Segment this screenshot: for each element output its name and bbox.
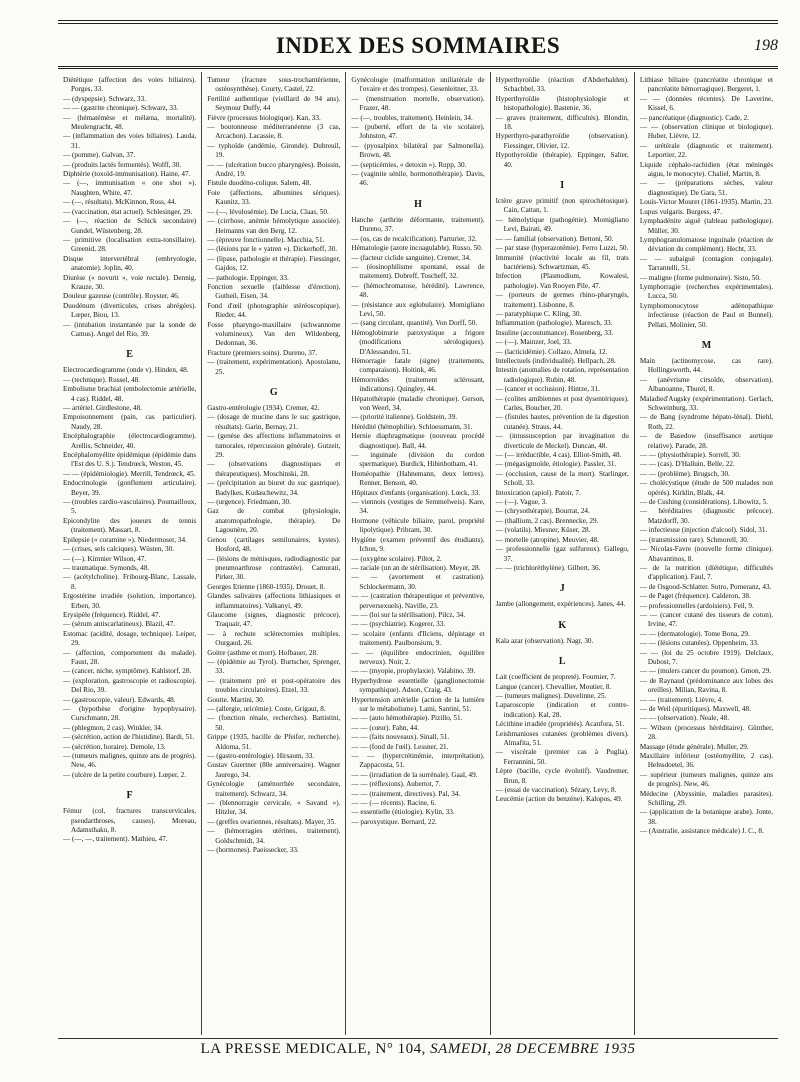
index-entry: — (phlegmon, 2 cas). Winkler, 34. bbox=[63, 723, 163, 732]
index-entry: — (épidémie au Tyrol). Burtscher, Sprenger, 33. bbox=[207, 657, 341, 676]
index-columns bbox=[58, 72, 778, 1035]
index-entry: — (puberté, effort de la vie scolaire). Johnston, 47. bbox=[351, 123, 485, 141]
index-entry: — de Cushing (considérations). Libowitz, 5. bbox=[639, 498, 768, 507]
index-entry: — — (traitement, directives). Pal, 34. bbox=[351, 789, 461, 798]
index-entry: — (produits lactés fermentés). Wolff, 30. bbox=[63, 160, 182, 169]
index-entry: Ictère grave primitif (non spirochétosique). Cain, Cattan, 1. bbox=[495, 197, 629, 215]
index-entry: — (application de la botanique arabe). Jonte, 38. bbox=[639, 808, 774, 826]
index-entry: Laparoscopie (indication et contre-indication). Kal, 28. bbox=[495, 701, 629, 719]
index-entry: — (priorité italienne). Goldstein, 39. bbox=[351, 413, 457, 422]
index-entry: Hémoglobinurie paroxystique a frigore (modifications sérologiques). D'Alessandro, 51. bbox=[351, 328, 485, 356]
index-entry: — (technique). Russel, 48. bbox=[63, 375, 141, 384]
index-entry: Infection (Plasmodium, Kowalesi, pathologie). Van Rooyen Pile, 47. bbox=[495, 272, 629, 290]
index-entry: Insuline (accoutumance). Rosenberg, 33. bbox=[495, 328, 614, 337]
index-entry: — — (équilibre endocrinien, équilibre nerveux). Noir, 2. bbox=[351, 648, 485, 666]
index-entry: — (hémochromatose, hérédité). Lawrence, 48. bbox=[351, 281, 485, 300]
index-entry: — (hémorragies utérines, traitement). Goldschmidt, 34. bbox=[207, 827, 341, 845]
index-entry: — (éosinophilisme spontané, essai de traitement). Dobreff, Toscheff, 32. bbox=[351, 262, 485, 281]
index-entry: — de Bang (syndrome hépato-lénal). Diehl, Roth, 22. bbox=[639, 413, 774, 431]
index-entry: — scolaire (enfants d'Ilciens, dépistage et traitement). Paulbonsium, 9. bbox=[351, 629, 485, 648]
index-entry: Estomac (acidité, dosage, technique). Leiper, 29. bbox=[63, 629, 197, 648]
index-entry: Epilepsie (« coramine »). Niedermoser, 34. bbox=[63, 535, 187, 544]
index-entry: — (précipitation au biuret du suc gastrique). Badylkes, Kudaschewitz, 34. bbox=[207, 479, 341, 497]
index-entry: — (—, immunisation « one shot »). Naughten, White, 47. bbox=[63, 179, 197, 197]
footer-journal: LA PRESSE MEDICALE, N° 104, bbox=[200, 1041, 426, 1057]
section-letter: L bbox=[558, 656, 566, 668]
section-letter: F bbox=[126, 790, 133, 802]
index-entry: Intestin (anomalies de rotation, représentation radiologique). Rubin, 48. bbox=[495, 366, 629, 384]
index-entry: — (sécrétion, action de l'histidine). Bardi, 51. bbox=[63, 733, 195, 742]
page-number: 198 bbox=[754, 37, 778, 54]
index-entry: Lymphomonocytose adénopathique infectieuse (réaction de Paul et Bunnel). Pellati, Molinier, 50. bbox=[639, 301, 774, 329]
index-entry: — héréditaires (diagnostic précoce). Matzdorff, 30. bbox=[639, 507, 774, 525]
index-entry: — (allergie, uricémie). Coste, Grigaut, 8. bbox=[207, 705, 326, 713]
index-entry: — — (fond de l'œil). Lessner, 21. bbox=[351, 742, 449, 751]
index-entry: — (traitement pré et post-opératoire des troubles circulatoires). Etzel, 33. bbox=[207, 676, 341, 695]
page-footer bbox=[58, 1041, 778, 1058]
index-entry: — (chrysothérapie). Bourrat, 24. bbox=[495, 507, 590, 516]
index-entry: — professionnelles (ardoisiers). Feil, 9. bbox=[639, 601, 754, 610]
index-entry: — (blennorragie cervicale, « Savand »). Hitzler, 34. bbox=[207, 799, 341, 817]
index-entry: Lait (coefficient de propreté). Fournier, 7. bbox=[495, 673, 616, 682]
index-entry: — (dosage de mucine dans le suc gastrique, résultats). Garin, Bernay, 21. bbox=[207, 413, 341, 431]
index-entry: — (épreuve fonctionnelle). Macchia, 51. bbox=[207, 235, 325, 244]
index-entry: — (gastro-entérologie). Hirsaum, 33. bbox=[207, 752, 315, 761]
index-entry: — (pomme). Galvan, 37. bbox=[63, 151, 136, 160]
index-entry: — (cancer et occlusion). Hintze, 31. bbox=[495, 385, 600, 394]
index-entry: Hérédité (hémophilie). Schloessmann, 31. bbox=[351, 422, 473, 431]
index-entry: — (septicémies, « detoxin »). Rupp, 30. bbox=[351, 160, 467, 169]
index-entry: Hygiène (examen préventif des étudiants). Ichon, 9. bbox=[351, 535, 485, 554]
index-entry: — de Osgood-Schlatter. Sutro, Pomeranz, 43. bbox=[639, 582, 772, 591]
index-entry: — (troubles cardio-vasculaires). Poumailloux, 5. bbox=[63, 498, 197, 516]
index-entry: — — (hypercrétinémie, interprétation). Zappacosta, 51. bbox=[351, 752, 485, 770]
index-entry: — — familial (observation). Bettoni, 50. bbox=[495, 234, 614, 243]
index-entry: — (sérum antiscarlatineux). Blazil, 47. bbox=[63, 620, 175, 629]
index-column bbox=[634, 72, 778, 1035]
index-entry: — viscérale (premier cas à Puglia). Ferrannini, 50. bbox=[495, 748, 629, 766]
index-entry: Hormone (véhicule biliaire, parol, propriété lipolytique). Pribram, 30. bbox=[351, 516, 485, 535]
index-entry: — hémolytique (pathogénie). Momigliano Levi, Bairati, 49. bbox=[495, 215, 629, 234]
index-entry: Ergostérine irradiée (solution, importance). Erben, 30. bbox=[63, 592, 197, 610]
index-entry: — paratyphique C. Kling, 30. bbox=[495, 309, 582, 318]
index-entry: Maxillaire inférieur (ostéomyélite, 2 cas). Helnsdoetel, 36. bbox=[639, 752, 774, 770]
index-entry: — (affection, comportement du malade). Faust, 28. bbox=[63, 648, 197, 666]
index-entry: — maligne (forme pulmonaire). Sisto, 50. bbox=[639, 273, 761, 282]
index-entry: Endocrinologie (gonflement articulaire). Beyer, 39. bbox=[63, 479, 197, 497]
index-entry: Louis-Victor Mouret (1861-1935). Martin, 23. bbox=[639, 198, 773, 207]
index-entry: Hôpitaux d'enfants (organisation). Lœck, 33. bbox=[351, 488, 481, 497]
index-entry: Fémur (col, fractures transcervicales, pseudarthroses, causes). Moreau, Adamsthaku, 8. bbox=[63, 807, 197, 835]
header-double-rule bbox=[58, 66, 778, 69]
index-entry: — — (psychiatrie). Kogerer, 33. bbox=[351, 620, 446, 629]
index-entry: Hématologie (azote incoagulable). Russo, 50. bbox=[351, 244, 483, 253]
index-entry: — — (traitement). Lièvre, 4. bbox=[639, 695, 724, 704]
section-letter: E bbox=[126, 349, 133, 361]
index-entry: — (cancer, niche, symptôme). Kahlstorf, 28. bbox=[63, 667, 192, 676]
index-entry: Fistule duodéno-colique. Salem, 48. bbox=[207, 179, 312, 188]
index-entry: Gynécologie (malformation uniliatérale de l'ovaire et des trompes). Gesenleitner, 33. bbox=[351, 76, 485, 94]
top-double-rule bbox=[58, 20, 778, 24]
index-entry: Encéphalomyélite épidémique (épidémie dans l'Est des U. S.). Tendrœck, Weston, 45. bbox=[63, 451, 197, 469]
index-entry: — par stase (hyperazotémie). Ferro Luzzi, 50. bbox=[495, 244, 629, 253]
index-entry: — professionnelle (gaz sulfureux). Gallego, 37. bbox=[495, 545, 629, 563]
index-entry: — — (données récentes). De Laverine, Kissel, 6. bbox=[639, 94, 774, 113]
section-letter: I bbox=[560, 180, 565, 192]
index-entry: — (tumeurs malignes). Duvelinne, 25. bbox=[495, 691, 607, 700]
index-entry: — — (loi sur la stérilisation). Pilcz, 34. bbox=[351, 610, 466, 619]
index-entry: — — (problème). Brugsch, 30. bbox=[639, 469, 730, 478]
index-entry: — de Paget (fréquence). Calderon, 38. bbox=[639, 592, 751, 601]
index-entry: — (—, troubles, traitement). Heinlein, 34. bbox=[351, 113, 473, 122]
index-entry: — essentielle (étiologie). Kylin, 33. bbox=[351, 808, 455, 817]
index-entry: — (inflammation des voies biliaires). Lauda, 31. bbox=[63, 132, 197, 150]
footer-date: SAMEDI, 28 DECEMBRE 1935 bbox=[430, 1041, 636, 1057]
index-entry: — (greffes ovariennes, résultats). Mayer, 35. bbox=[207, 817, 336, 826]
index-column bbox=[345, 72, 489, 1035]
index-entry: — (intubation instantanée par la sonde de Camus). Angel del Rio, 39. bbox=[63, 320, 197, 338]
index-entry: — (Australie, assistance médicale) J. C., 8. bbox=[639, 827, 764, 836]
index-entry: Glaucome (signes, diagnostic précoce). Traquair, 47. bbox=[207, 610, 341, 629]
index-entry: Hyperhydrose essentielle (ganglionectomie sympathique). Adson, Craig, 43. bbox=[351, 676, 485, 695]
index-entry: — — (cas). D'Halluin, Belle, 22. bbox=[639, 460, 735, 469]
index-column bbox=[58, 72, 201, 1035]
index-entry: — (os, cas de recalcification). Parturier, 32. bbox=[351, 234, 477, 243]
index-entry: Hémorragie fatale (signe) (traitements, comparaison). Hoitink, 46. bbox=[351, 356, 485, 375]
index-entry: Hépatothérapie (maladie chronique). Gerson, von Weerl, 34. bbox=[351, 394, 485, 412]
index-entry: — (oxygène scolaire). Piltot, 2. bbox=[351, 554, 442, 563]
index-entry: — (sécrétion, horaire). Demole, 13. bbox=[63, 742, 166, 751]
index-entry: — (exploration, gastroscopie et radioscopie). Del Rio, 39. bbox=[63, 676, 197, 695]
index-entry: Hernie diaphragmatique (nouveau procédé diagnostique). Ball, 44. bbox=[351, 432, 485, 450]
index-entry: — (—). Vague, 3. bbox=[495, 498, 547, 507]
index-entry: Encéphalographie (électrocardiogramme). Arellis, Schneider, 40. bbox=[63, 432, 197, 450]
index-entry: — — (— récents). Racine, 6. bbox=[351, 799, 437, 808]
index-entry: — — (cœur). Fahn, 44. bbox=[351, 723, 420, 732]
index-entry: — (fonction rénale, recherches). Battistini, 50. bbox=[207, 714, 341, 732]
index-entry: Hypothyroïdie (thérapie). Eppinger, Salter, 40. bbox=[495, 151, 629, 169]
index-entry: — (sang circulant, quantité). Von Dorff, 50. bbox=[351, 319, 478, 328]
index-entry: Hypertension artérielle (action de la lumière sur le métabolisme). Lami, Santini, 51. bbox=[351, 695, 485, 713]
index-entry: Jambe (allongement, expériences). Janes, 44. bbox=[495, 600, 626, 609]
page-header bbox=[58, 33, 778, 63]
index-entry: Lymphadénite aiguë (tableau pathologique). Müller, 30. bbox=[639, 217, 774, 235]
index-entry: Liquide céphalo-rachidien (état méningés aigus, le monocyte). Chaliel, Martin, 8. bbox=[639, 160, 774, 179]
index-entry: Grippe (1935, bacille de Pfeifer, recherche). Aldoma, 51. bbox=[207, 733, 341, 751]
index-entry: Erysipèle (fréquence). Riddel, 47. bbox=[63, 610, 161, 619]
index-entry: — (porteurs de germes rhino-pharyngés, traitement). Lisbonne, 8. bbox=[495, 291, 629, 309]
index-entry: — pathologie. Eppinger, 33. bbox=[207, 273, 289, 282]
index-entry: Genou (cartilages semilunaires, kystes). Hosford, 48. bbox=[207, 535, 341, 554]
index-entry: — — (gastrite chronique). Schwarz, 33. bbox=[63, 104, 179, 113]
index-entry: — supérieur (tumeurs malignes, quinze ans de progrès). New, 46. bbox=[639, 770, 774, 789]
index-entry: — typhoïde (andémie, Gironde). Dubreuil, 19. bbox=[207, 141, 341, 160]
index-entry: — de Weil (épuritiques). Maxwell, 48. bbox=[639, 705, 751, 713]
index-entry: — (lésions de ménisques, radiodiagnostic par pneumoarthrose contrastée). Camurati, Pirker, 30. bbox=[207, 554, 341, 582]
index-entry: — (acétylcholine). Fribourg-Blanc, Lassale, 8. bbox=[63, 573, 197, 591]
index-entry: — pancréatique (diagnostic). Cade, 2. bbox=[639, 113, 749, 122]
index-entry: Tumeur (fracture sous-trochantérienne, ostéosynthèse). Courty, Castel, 22. bbox=[207, 76, 341, 94]
index-entry: Gynécologie (aménorrhée secondaire, traitement). Schwarz, 34. bbox=[207, 780, 341, 798]
index-entry: — (crises, sels calciques). Wüsten, 30. bbox=[63, 545, 175, 554]
index-entry: Disque intervertébral (embryologie, anatomie). Joplin, 40. bbox=[63, 254, 197, 273]
index-entry: — — (réflexions). Aubertot, 7. bbox=[351, 780, 441, 789]
index-entry: — (genèse des affections inflammatoires et tumorales, répercussion générale). Gutzeit, 29. bbox=[207, 432, 341, 460]
index-entry: — (mégasigmoïde, étiologie). Passler, 31. bbox=[495, 460, 617, 469]
index-entry: Massage (étude générale). Muller, 29. bbox=[639, 742, 749, 751]
index-entry: — (— irréductible, 4 cas). Elliot-Smith, 48. bbox=[495, 451, 622, 460]
index-entry: — inguinale (division du cordon spermatique). Burdick, Hibinbotham, 41. bbox=[351, 451, 485, 469]
index-entry: Intoxication (apiol). Patoir, 7. bbox=[495, 488, 581, 497]
index-entry: Lymphogranulomatose inguinale (réaction de déviation du complément). Hecht, 33. bbox=[639, 235, 774, 254]
index-entry: Intellectuels (individualité). Hellpach, 28. bbox=[495, 356, 616, 365]
index-entry: Diurèse (« novurit », voie rectale). Dennig, Krauze, 30. bbox=[63, 273, 197, 291]
index-entry: Diphtérie (toxoïd-immunisation). Haine, 47. bbox=[63, 170, 191, 179]
section-letter: H bbox=[414, 198, 422, 210]
page-title: INDEX DES SOMMAIRES bbox=[275, 33, 561, 58]
index-entry: — (pyosalpinx bilatéral par Salmonella). Brown, 48. bbox=[351, 141, 485, 160]
index-entry: Homéopathie (Hahnemann, deux lettres). Renner, Benson, 40. bbox=[351, 469, 485, 488]
index-entry: — — (ulcération bucco pharyngées). Boissin, André, 19. bbox=[207, 160, 341, 179]
index-entry: Georges Etienne (1860-1935). Drouet, 8. bbox=[207, 582, 326, 591]
index-entry: — raciale (un an de stérilisation). Meyer, 28. bbox=[351, 563, 481, 572]
index-entry: — (facteur ciclide sanguine). Cremer, 34. bbox=[351, 253, 471, 262]
footer-rule bbox=[58, 1038, 778, 1039]
index-entry: Maladied'Augsky (expérimentation). Gerlach, Schweinburg, 33. bbox=[639, 394, 774, 412]
index-entry: — (intussusception par invagination du diverticule de Meckel). Duncan, 48. bbox=[495, 432, 629, 450]
index-entry: — (ulcère de la petite courbure). Lœper, 2. bbox=[63, 770, 187, 779]
index-entry: Embolisme brachial (embolectomie artérielle, 4 cas). Riddel, 48. bbox=[63, 385, 197, 403]
index-entry: Fosse pharyngo-maxillaire (schwannome volumineux). Van den Wildenberg, Dedonnan, 36. bbox=[207, 320, 341, 348]
index-entry: — (menstruation mortelle, observation). Frazer, 48. bbox=[351, 94, 485, 113]
index-entry: — — (loi du 25 octobre 1919). Delclaux, Dubost, 7. bbox=[639, 648, 774, 666]
index-entry: — (gastroscopie, valeur). Edwards, 48. bbox=[63, 695, 176, 704]
index-entry: Kala azar (observation). Nagr, 30. bbox=[495, 636, 594, 645]
index-entry: — (dyspepsie). Schwarz, 33. bbox=[63, 94, 147, 103]
index-entry: Hémorroïdes (traitement sclérosant, indications). Quingley, 44. bbox=[351, 375, 485, 394]
index-entry: — (lacticidémie). Collazo, Almela, 12. bbox=[495, 347, 608, 356]
index-entry: Médecine (Abyssinie, maladies parasites). Schilling, 29. bbox=[639, 789, 774, 808]
index-entry: — graves (traitement, difficultés). Blondin, 18. bbox=[495, 113, 629, 132]
index-entry: — traumatique. Symonds, 48. bbox=[63, 563, 150, 572]
index-entry: — — (épidémiologie). Merrill, Tendrœck, 45. bbox=[63, 469, 196, 478]
index-entry: — (lipase, pathologie et thérapie). Fiessinger, Gajdos, 12. bbox=[207, 254, 341, 273]
index-entry: — — (mulers cancer du poumon). Gmon, 29. bbox=[639, 667, 772, 676]
index-entry: Inflammation (pathologie). Maresch, 33. bbox=[495, 319, 613, 328]
index-entry: Diététique (affection des voies biliaires). Porges, 33. bbox=[63, 76, 197, 94]
index-entry: — primitive (localisation extra-tonsillaire). Greenid, 28. bbox=[63, 235, 197, 254]
index-entry: — Wilson (processus héréditaire). Günther, 28. bbox=[639, 723, 774, 742]
index-entry: Hyperthyroïdie (réaction d'Abderhalden). Schachbel, 33. bbox=[495, 76, 629, 94]
index-entry: — (observations diagnostiques et thérapeutiques). Moschinski, 28. bbox=[207, 460, 341, 478]
index-entry: — artériel. Girdlestone, 48. bbox=[63, 404, 143, 412]
index-entry: — (lésions par le « yatren »). Dickerhoff, 30. bbox=[207, 245, 338, 254]
index-entry: Hyperthyroïdie (histophysiologie et histopathologie). Bastenie, 36. bbox=[495, 94, 629, 113]
index-entry: — de la nutrition (diététique, difficultés d'application). Faul, 7. bbox=[639, 563, 774, 582]
index-entry: — (essai de vaccination). Sézary, Levy, 8. bbox=[495, 786, 617, 794]
index-entry: — — (physiothérapie). Sorrell, 30. bbox=[639, 451, 741, 460]
index-entry: — (—). Mainzer, Joel, 33. bbox=[495, 338, 572, 347]
index-entry: — — (irradiation de la surrénale). Gaal, 49. bbox=[351, 770, 478, 779]
section-letter: J bbox=[559, 583, 565, 595]
index-entry: — — (lésions cutanées). Oppenheim, 33. bbox=[639, 639, 759, 648]
index-entry: — — (avortement et castration). Schlockermann, 30. bbox=[351, 573, 485, 591]
index-entry: — (tumeurs malignes, quinze ans de progrès). New, 46. bbox=[63, 752, 197, 770]
section-letter: M bbox=[701, 339, 712, 351]
index-entry: — (résistance aux eglobulaire). Momigliano Levi, 50. bbox=[351, 300, 485, 318]
index-entry: — (—, résultats). McKinnon, Ross, 44. bbox=[63, 198, 177, 207]
index-entry: — (anévrisme cirsoïde, observation). Albanoanne, Thurel, 8. bbox=[639, 375, 774, 394]
section-letter: K bbox=[558, 619, 567, 631]
index-entry: Douleur gazeuse (contrôle). Royster, 46. bbox=[63, 292, 180, 301]
index-entry: Langue (cancer). Chevallier, Moutier, 8. bbox=[495, 682, 612, 691]
index-entry: — infectieuse (injection d'alcool). Sidol, 31. bbox=[639, 526, 768, 535]
index-entry: — (fistules hautes, prévention de la digestion cutanée). Straus, 44. bbox=[495, 413, 629, 431]
index-entry: Gustav Guertner (80e anniversaire). Wagner Jaurego, 34. bbox=[207, 761, 341, 779]
index-column bbox=[201, 72, 345, 1035]
index-entry: Lécithine irradiée (propriétés). Acanfora, 51. bbox=[495, 720, 625, 729]
index-entry: — (cirrhose, anémie hémolytique associée). Heimanns van den Berg, 12. bbox=[207, 217, 341, 235]
index-entry: Fertilité authentique (vieillard de 94 ans). Seymour Duffy, 44 bbox=[207, 94, 341, 113]
index-entry: — — (auto hémothérapie). Pizillo, 51. bbox=[351, 714, 463, 723]
index-entry: Main (actinomycose, cas rare). Hollingsworth, 44. bbox=[639, 356, 774, 375]
index-entry: — (colites amibiennes et post dysentériques). Carles, Boucher, 20. bbox=[495, 394, 629, 412]
index-entry: — (volatils). Miesner, Küser, 28. bbox=[495, 526, 591, 535]
index-entry: — — (dermatologie). Tome Bona, 29. bbox=[639, 629, 750, 638]
index-entry: — — (trichloréthylène). Gilbert, 36. bbox=[495, 563, 601, 572]
index-entry: Epicondylite des joueurs de tennis (traitement). Massart, 8. bbox=[63, 516, 197, 535]
index-entry: Glandes salivaires (affections lithiasiques et inflammatoires). Valkanyi, 49. bbox=[207, 592, 341, 610]
index-entry: — (occlusion, cause de la mort). Starlinger, Scholl, 33. bbox=[495, 469, 629, 488]
index-entry: — — (faits nouveaux). Sinall, 51. bbox=[351, 733, 450, 742]
index-entry: Lymphorragie (recherches expérimentales). Lucca, 50. bbox=[639, 282, 774, 301]
index-entry: — cholécystique (étude de 500 malades non opérés). Kirklin, Blalk, 44. bbox=[639, 479, 774, 497]
index-entry: — (urgence). Friedmann, 30. bbox=[207, 498, 291, 507]
index-entry: Lèpre (bacille, cycle évolutif). Vaudremer, Brun, 8. bbox=[495, 767, 629, 785]
index-entry: — de Raynaud (prédominance aux lobes des oreilles). Milian, Ravina, 8. bbox=[639, 676, 774, 695]
index-entry: Goitre (asthme et mort). Hofbauer, 28. bbox=[207, 648, 318, 657]
index-entry: Fond d'œil (photographie stéréoscopique). Rieder, 44. bbox=[207, 301, 341, 320]
index-entry: Fonction sexuelle (faiblesse d'érection). Gutheil, Eisen, 34. bbox=[207, 282, 341, 301]
index-entry: — (thallium, 2 cas). Brennecke, 29. bbox=[495, 516, 599, 525]
index-entry: Lupus vulgaris. Burgess, 47. bbox=[639, 207, 722, 216]
index-entry: Fracture (premiers soins). Dureno, 37. bbox=[207, 348, 318, 357]
index-entry: Leucémie (action du benzène). Kalopos, 49. bbox=[495, 795, 623, 804]
index-entry: — (transmission rare). Schmorell, 30. bbox=[639, 535, 749, 544]
index-entry: — boutonneuse méditerranéenne (3 cas, Arcachon). Lacassie, 8. bbox=[207, 123, 341, 141]
index-entry: — — (préparations sèches, valeur diagnostique). De Gara, 51. bbox=[639, 179, 774, 197]
index-entry: Hyperthyro-parathyroïdie (observation). Fiessinger, Olivier, 12. bbox=[495, 132, 629, 150]
index-entry: — (vaccination, état actuel). Schlesinger, 29. bbox=[63, 207, 193, 216]
index-entry: Foie (affections, albumines sériques). Kaunitz, 33. bbox=[207, 188, 341, 207]
index-entry: Hanche (arthrite déformante, traitement). Dureno, 37. bbox=[351, 215, 485, 234]
index-entry: Lithiase biliaire (pancréatite chronique et pancréatite hémorragique). Bergeret, 1. bbox=[639, 76, 774, 94]
index-entry: — Nicolas-Favre (nouvelle forme clinique). Abavantinos, 8. bbox=[639, 545, 774, 563]
index-entry: — (hypothèse d'origine hypophysaire). Curschmann, 28. bbox=[63, 705, 197, 723]
index-entry: — — (observation). Neale, 48. bbox=[639, 714, 730, 723]
index-entry: — de Basedow (insuffisance aortique relative). Parade, 28. bbox=[639, 432, 774, 450]
index-entry: — viennois (vestiges de Semmelweis). Kare, 34. bbox=[351, 498, 485, 516]
index-entry: Gaz de combat (physiologie, anatomopathologie, thérapie). De Lagounère, 20. bbox=[207, 507, 341, 535]
index-entry: — à rechute sclérectomies multiples. Ourgaud, 26. bbox=[207, 629, 341, 648]
index-entry: — — subaiguë (contagion conjugale). Tarrantelli, 51. bbox=[639, 254, 774, 273]
index-entry: — — (myopie, prophylaxie). Valabino, 39. bbox=[351, 667, 476, 676]
index-entry: — (—, —, traitement). Mathieu, 47. bbox=[63, 835, 168, 844]
index-entry: — — (observation clinique et biologique). Huber, Lièvre, 12. bbox=[639, 123, 774, 141]
index-entry: — (hormones). Paeissecker, 33. bbox=[207, 846, 299, 855]
index-entry: Gastro-entérologie (1934). Cremer, 42. bbox=[207, 404, 320, 412]
index-entry: — urétérale (diagnostic et traitement). Leportier, 22. bbox=[639, 141, 774, 160]
index-entry: Leishmanioses cutanées (problèmes divers). Almafita, 51. bbox=[495, 729, 629, 747]
section-letter: G bbox=[269, 387, 278, 398]
index-entry: Immunité (réactivité locale au fil, trats bactériens). Schwartzman, 45. bbox=[495, 253, 629, 271]
index-entry: — (hématémèse et mélæna, mortalité). Meulengracht, 48. bbox=[63, 113, 197, 132]
index-entry: Goutte. Martini, 30. bbox=[207, 695, 265, 704]
index-column bbox=[490, 72, 634, 1035]
index-entry: — — (cancer cutané des tisseurs de coton). Irvine, 47. bbox=[639, 610, 774, 629]
index-entry: — (traitement, expérimentation). Apostolanu, 25. bbox=[207, 358, 341, 376]
index-entry: — (—). Kimnier Wilson, 47. bbox=[63, 554, 147, 563]
index-entry: Duodénum (diverticules, crises abrégées). Lœper, Biou, 13. bbox=[63, 301, 197, 320]
index-entry: — mortelle (atropine). Meuvier, 48. bbox=[495, 535, 599, 544]
index-entry: — — (castration thérapeutique et préventive, perversexuels). Naville, 23. bbox=[351, 592, 485, 610]
index-entry: — (—, lévulosémie). De Lucia, Claas, 50. bbox=[207, 207, 329, 216]
index-entry: Empoisonnement (pain, cas particulier). Naudy, 28. bbox=[63, 413, 197, 431]
index-entry: — (—, réaction de Schick secondaire) Gundel, Wüstenberg, 28. bbox=[63, 217, 197, 235]
index-entry: — paroxystique. Bernard, 22. bbox=[351, 817, 437, 826]
index-entry: — (vaginite sénile, hormonothérapie). Davis, 46. bbox=[351, 170, 485, 188]
index-entry: Electrocardiogramme (onde v). Hinden, 48. bbox=[63, 366, 189, 375]
index-entry: Fièvre (processus biologique). Kan, 33. bbox=[207, 113, 321, 122]
